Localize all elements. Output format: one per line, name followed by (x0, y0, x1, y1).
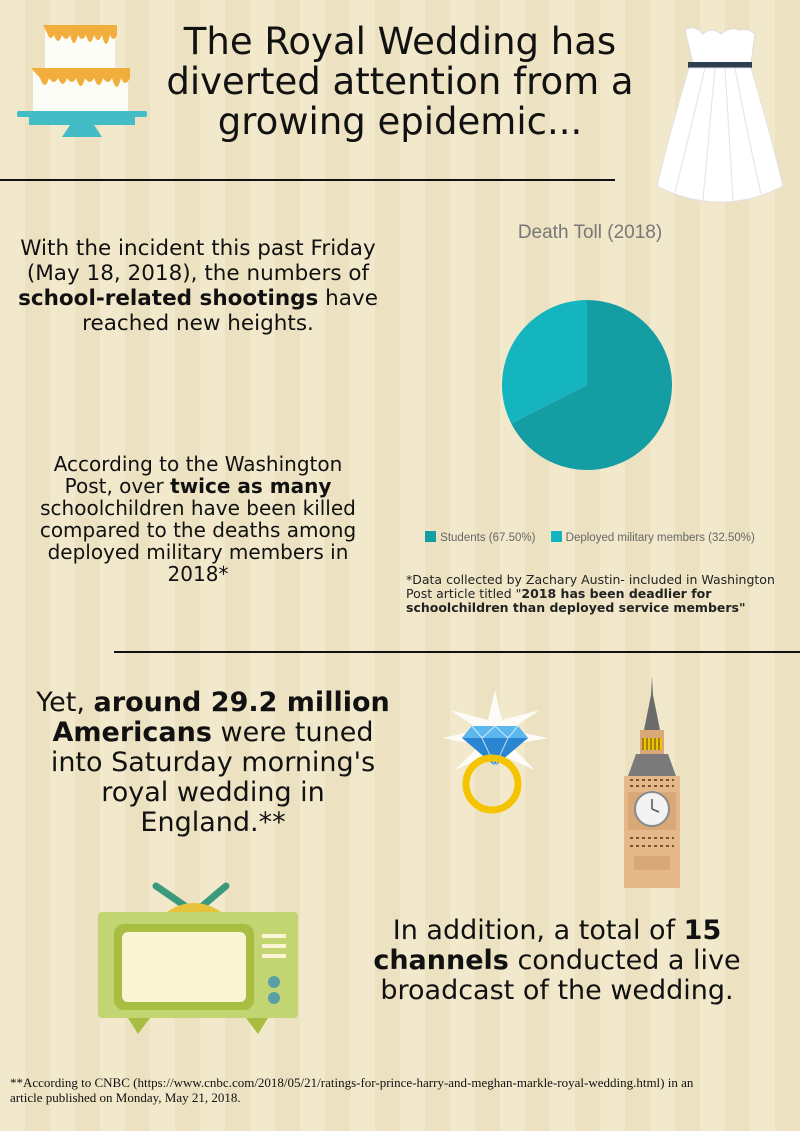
middle-divider (114, 651, 800, 653)
chart-title: Death Toll (2018) (517, 222, 663, 243)
page-title: The Royal Wedding has diverted attention from a growing epidemic... (166, 20, 634, 143)
chart-legend (400, 531, 780, 544)
data-source-note: *Data collected by Zachary Austin- included in Washington Post article titled "2018 has been deadlier for schoolchildren than deployed service members" (406, 572, 775, 615)
big-ben-icon (612, 676, 692, 888)
wedding-cake-icon (15, 15, 150, 140)
viewers-emphasis: around 29.2 million Americans (52, 687, 390, 748)
legend-swatch-students (425, 531, 436, 542)
diamond-ring-icon (440, 690, 550, 820)
television-icon (98, 882, 298, 1037)
viewers-paragraph: Yet, around 29.2 million Americans were tuned into Saturday morning's royal wedding in England.** (36, 687, 390, 838)
wedding-dress-icon (655, 18, 785, 203)
washington-post-paragraph: According to the Washington Post, over twice as many schoolchildren have been killed compared to the deaths among deployed military members in 2018* (39, 452, 357, 586)
intro-paragraph: With the incident this past Friday (May 18, 2018), the numbers of school-related shootings have reached new heights. (18, 236, 378, 336)
legend-swatch-military (551, 531, 562, 542)
top-divider (0, 179, 615, 181)
legend-item-students: Students (67.50%) (425, 531, 535, 544)
channels-paragraph: In addition, a total of 15 channels conducted a live broadcast of the wedding. (373, 915, 741, 1006)
school-shootings-emphasis: school-related shootings (18, 286, 319, 311)
pie-chart (497, 300, 677, 480)
twice-as-many-emphasis: twice as many (170, 474, 332, 498)
channels-emphasis: 15 channels (373, 915, 722, 976)
legend-item-military: Deployed military members (32.50%) (551, 531, 755, 544)
footnote: **According to CNBC (https://www.cnbc.com/2018/05/21/ratings-for-prince-harry-and-meghan-markle-royal-wedding.html) in an article published on Monday, May 21, 2018. (10, 1075, 694, 1105)
